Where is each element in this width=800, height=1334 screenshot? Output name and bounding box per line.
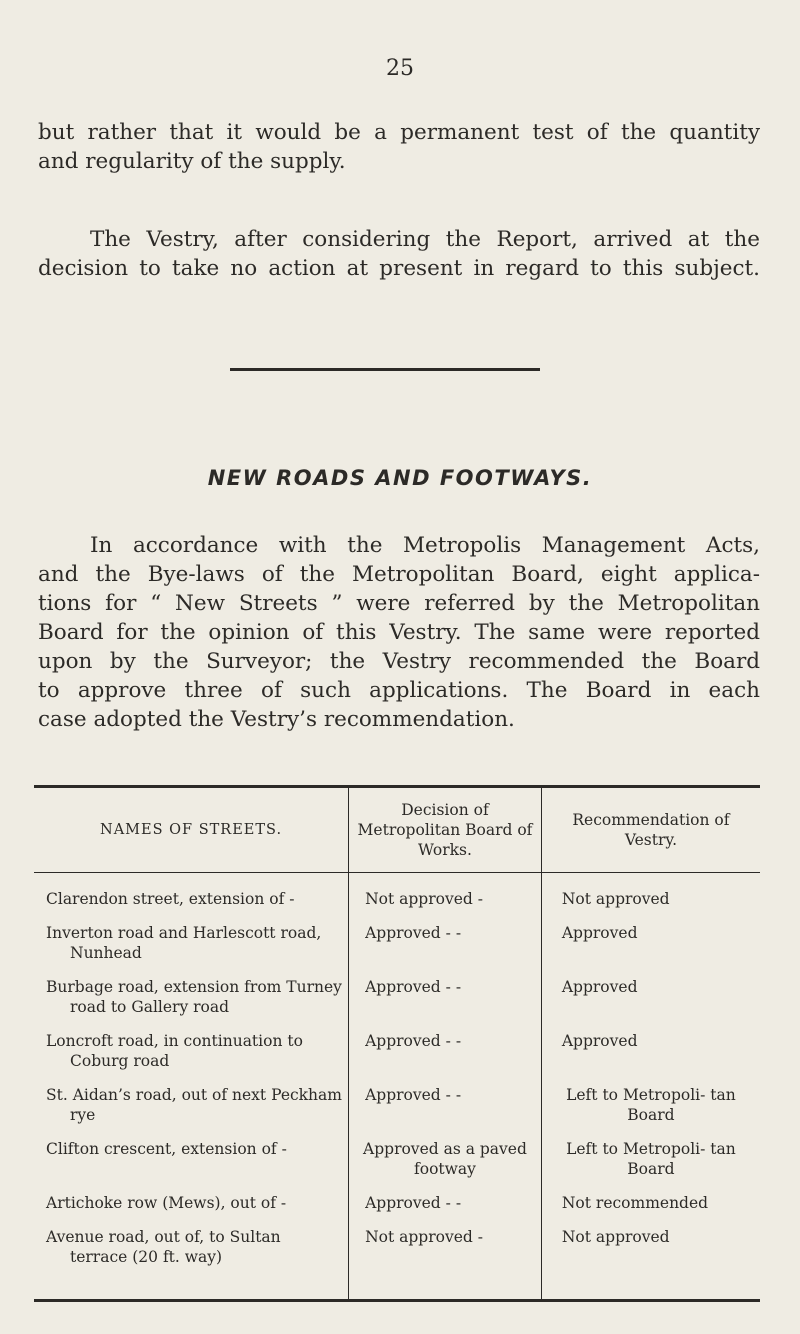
header-board-decision: Decision of Metropolitan Board of Works. <box>349 788 542 873</box>
paragraph-line: and the Bye-laws of the Metropolitan Board, eight applica- <box>38 562 760 587</box>
board-decision: Approved - - <box>349 923 542 977</box>
streets-table-grid <box>34 788 760 1299</box>
street-name: Clifton crescent, extension of - <box>46 1140 287 1158</box>
paragraph-new-streets <box>38 531 760 734</box>
paragraph-line: In accordance with the Metropolis Management Acts, <box>90 533 760 558</box>
vestry-recommendation: Approved <box>561 924 638 942</box>
section-heading: NEW ROADS AND FOOTWAYS. <box>207 466 593 490</box>
table-row <box>34 1193 760 1227</box>
board-decision: Not approved - <box>349 1227 542 1281</box>
table-row <box>34 873 760 924</box>
table-row <box>34 977 760 1031</box>
street-name: Artichoke row (Mews), out of - <box>46 1194 287 1212</box>
spacer-cell <box>349 1281 542 1299</box>
paragraph-line: upon by the Surveyor; the Vestry recommended the Board <box>38 649 760 674</box>
paragraph-line: but rather that it would be a permanent test of the quantity <box>38 120 760 145</box>
vestry-recommendation: Approved <box>561 978 638 996</box>
board-decision: Approved as a paved footway <box>349 1139 542 1193</box>
table-row <box>34 1085 760 1139</box>
paragraph-line: The Vestry, after considering the Report, arrived at the <box>90 227 760 252</box>
table-spacer-row <box>34 1281 760 1299</box>
vestry-recommendation: Left to Metropoli- tan Board <box>566 1140 736 1178</box>
street-name: Loncroft road, in continuation to Coburg road <box>46 1032 303 1070</box>
table-bottom-rule <box>34 1299 760 1302</box>
vestry-recommendation: Not recommended <box>561 1194 709 1212</box>
board-decision: Approved - - <box>349 1193 542 1227</box>
street-name: Clarendon street, extension of - <box>46 890 295 908</box>
paragraph-vestry-decision <box>38 225 760 283</box>
spacer-cell <box>541 1281 760 1299</box>
paragraph-line: decision to take no action at present in regard to this subject. <box>38 256 760 281</box>
paragraph-line: case adopted the Vestry’s recommendation. <box>38 707 515 732</box>
vestry-recommendation: Left to Metropoli- tan Board <box>566 1086 736 1124</box>
street-name: Burbage road, extension from Turney road to Gallery road <box>46 978 342 1016</box>
vestry-recommendation: Not approved <box>561 890 670 908</box>
board-decision: Not approved - <box>349 873 542 924</box>
board-decision: Approved - - <box>349 1031 542 1085</box>
table-row <box>34 923 760 977</box>
vestry-recommendation: Approved <box>561 1032 638 1050</box>
table-row <box>34 1139 760 1193</box>
board-decision: Approved - - <box>349 1085 542 1139</box>
header-vestry-recommendation: Recommendation of Vestry. <box>541 788 760 873</box>
paragraph-supply-test <box>38 118 760 176</box>
table-row <box>34 1227 760 1281</box>
street-name: Inverton road and Harlescott road, Nunhead <box>46 924 322 962</box>
table-header-row <box>34 788 760 873</box>
vestry-recommendation: Not approved <box>561 1228 670 1246</box>
paragraph-line: and regularity of the supply. <box>38 149 346 174</box>
streets-table <box>34 785 760 1302</box>
section-divider <box>230 368 540 371</box>
street-name: St. Aidan’s road, out of next Peckham rye <box>46 1086 342 1124</box>
street-name: Avenue road, out of, to Sultan terrace (20 ft. way) <box>46 1228 281 1266</box>
paragraph-line: tions for “ New Streets ” were referred by the Metropolitan <box>38 591 760 616</box>
spacer-cell <box>34 1281 349 1299</box>
table-row <box>34 1031 760 1085</box>
paragraph-line: Board for the opinion of this Vestry. The same were reported <box>38 620 760 645</box>
paragraph-line: to approve three of such applications. The Board in each <box>38 678 760 703</box>
page-number: 25 <box>386 56 414 81</box>
board-decision: Approved - - <box>349 977 542 1031</box>
header-names-of-streets: NAMES OF STREETS. <box>34 788 349 873</box>
